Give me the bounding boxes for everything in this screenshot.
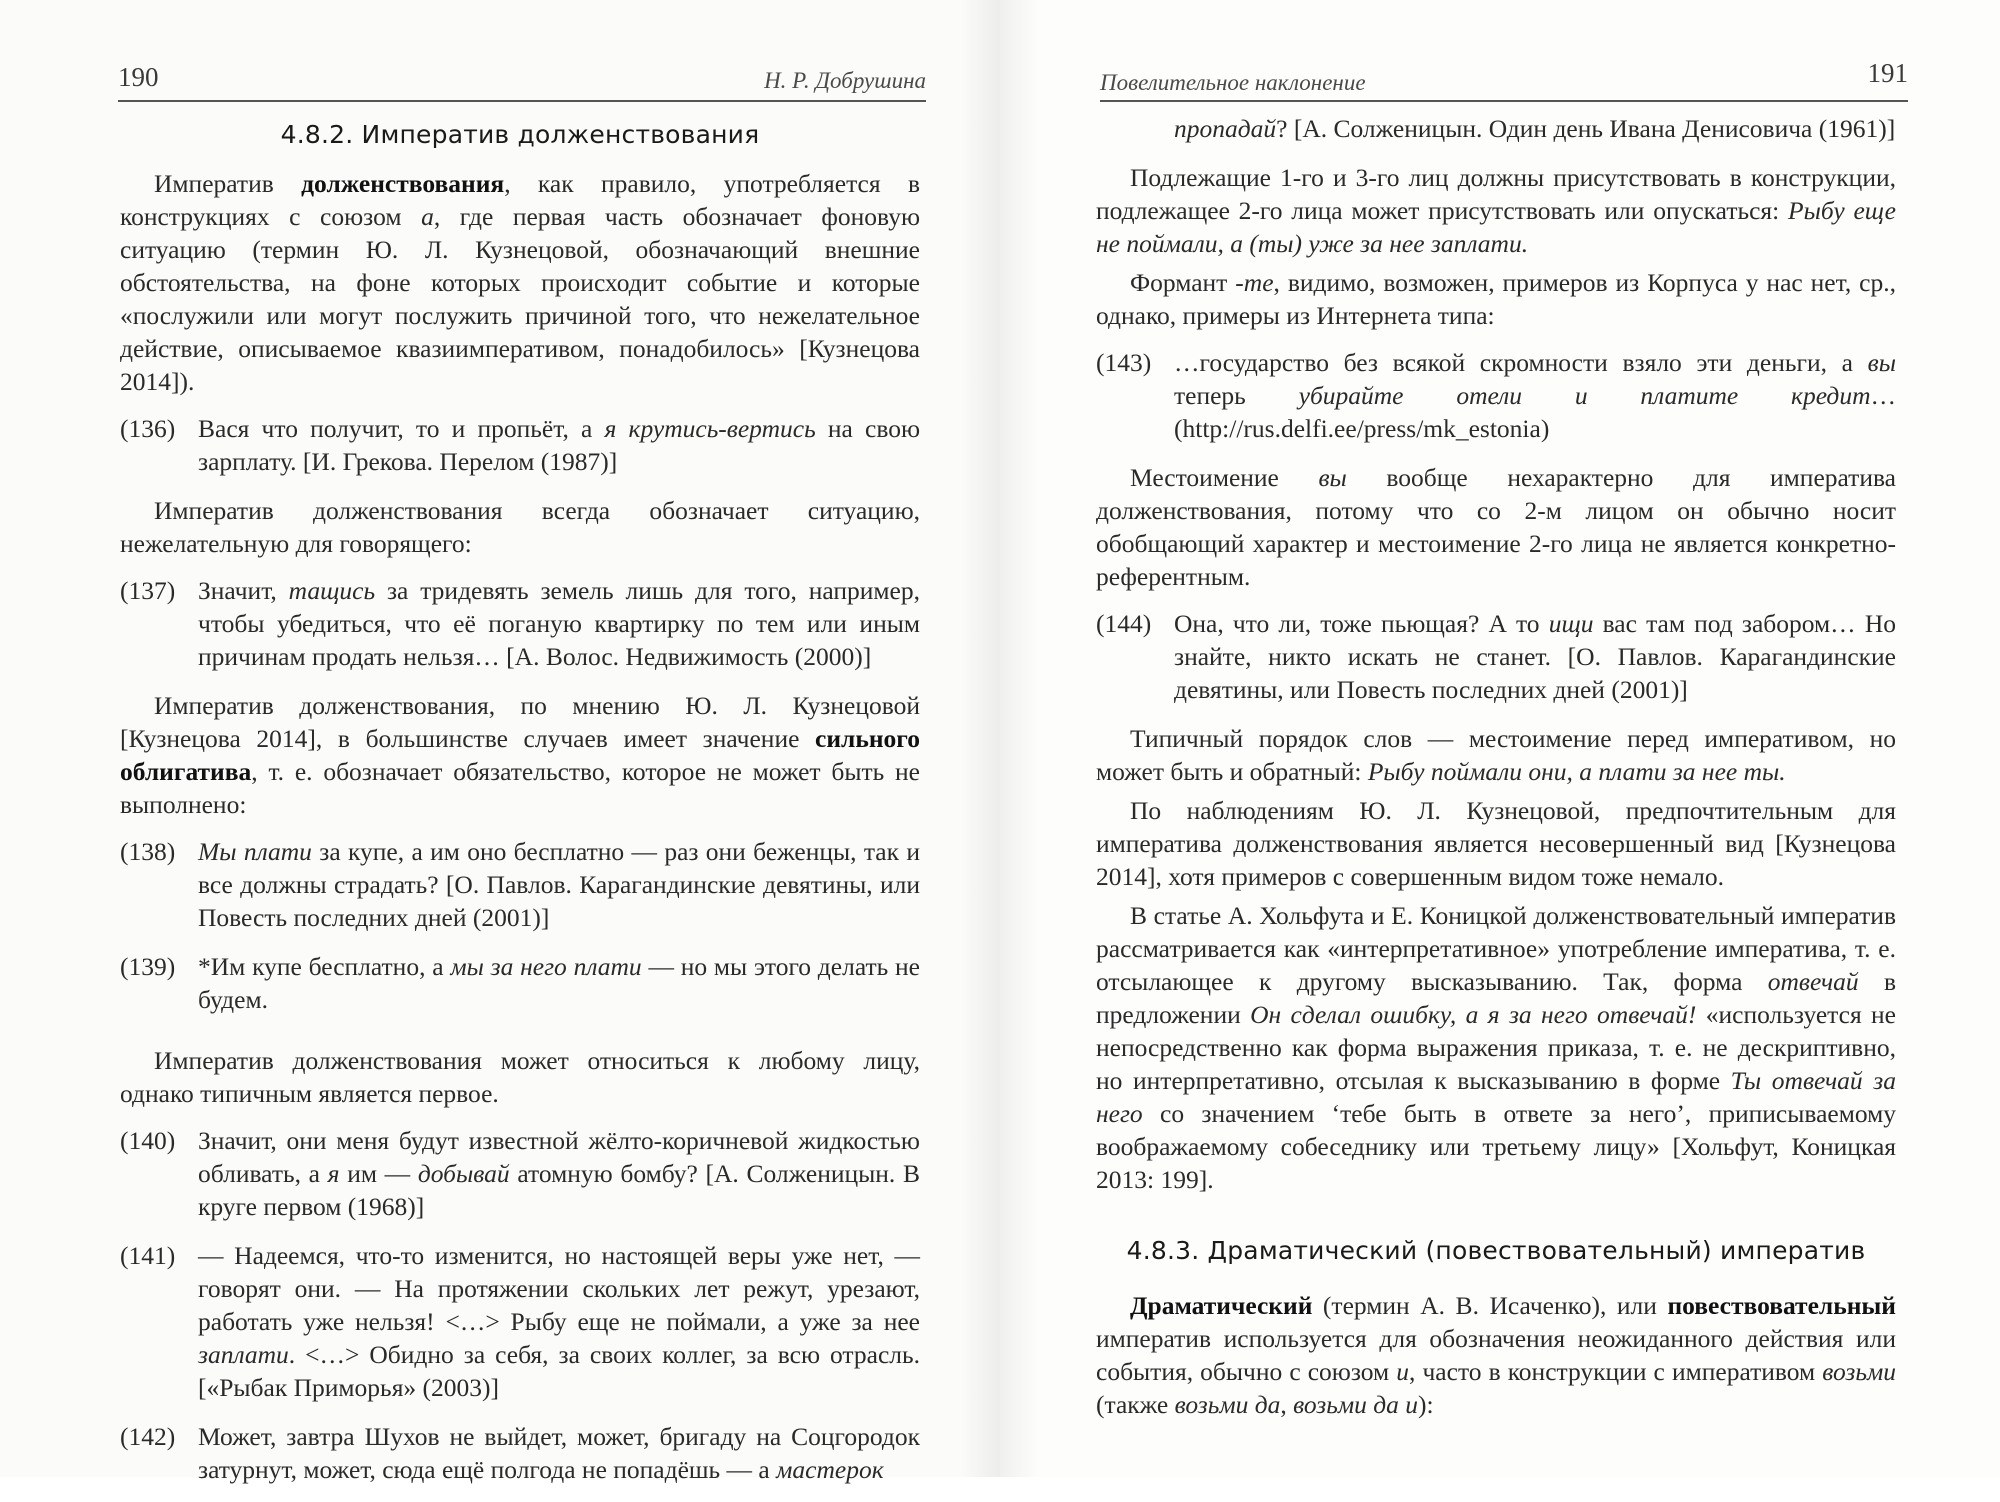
example-141: [120, 1239, 920, 1404]
gutter-shadow: [1000, 0, 1040, 1477]
page-number: 190: [118, 62, 159, 92]
example-142: [120, 1420, 920, 1486]
right-page: [1000, 0, 2000, 1477]
section-heading: 4.8.2. Императив долженствования: [280, 120, 760, 149]
example-143: [1096, 346, 1896, 445]
running-head-author: Н. Р. Добрушина: [764, 68, 926, 93]
example-138: [120, 835, 920, 934]
left-page: [0, 0, 1000, 1484]
example-number: (141): [120, 1241, 176, 1270]
example-137: [120, 574, 920, 673]
example-number: (142): [120, 1422, 176, 1451]
example-140: [120, 1124, 920, 1223]
example-text: …государство без всякой скромности взяло эти деньги, а вы теперь убирайте отели и платите кредит… (http://rus.delfi.ee/press/mk_estonia): [1174, 348, 1896, 443]
example-text: Может, завтра Шухов не выйдет, может, бригаду на Соцгородок затурнут, может, сюда ещё полгода не попадёшь — а мастерок: [198, 1422, 920, 1484]
paragraph: Императив долженствования может относиться к любому лицу, однако типичным является первое.: [120, 1046, 920, 1108]
example-text: Значит, тащись за тридевять земель лишь для того, например, чтобы убедиться, что её поганую квартирку по тем или иным причинам продать нельзя… [А. Волос. Недвижимость (2000)]: [198, 576, 920, 671]
page-number: 191: [1867, 58, 1908, 88]
example-text: Она, что ли, тоже пьющая? А то ищи вас там под забором… Но знайте, никто искать не станет. [О. Павлов. Карагандинские девятины, или Повесть последних дней (2001)]: [1174, 609, 1896, 704]
example-number: (139): [120, 952, 176, 981]
paragraph: Императив долженствования, по мнению Ю. Л. Кузнецовой [Кузнецова 2014], в большинстве случаев имеет значение сильного облигатива, т. е. обозначает обязательство, которое не может быть не выполнено:: [120, 691, 920, 819]
running-header: [118, 58, 926, 102]
paragraph: В статье А. Хольфута и Е. Коницкой долженствовательный императив рассматривается как «интерпретативное» употребление императива, т. е. отсылающее к другому высказыванию. Так, форма отвечай в предложении Он сделал ошибку, а я за него отвечай! «используется не непосредственно как форма выражения приказа, т. е. не дескриптивно, но интерпретативно, отсылая к высказыванию в форме Ты отвечай за него со значением ‘тебе быть в ответе за него’, приписываемому воображаемому собеседнику или третьему лицу» [Хольфут, Коницкая 2013: 199].: [1096, 901, 1896, 1194]
example-136: [120, 412, 920, 478]
example-number: (137): [120, 576, 176, 605]
paragraph: По наблюдениям Ю. Л. Кузнецовой, предпочтительным для императива долженствования является несовершенный вид [Кузнецова 2014], хотя примеров с совершенным видом тоже немало.: [1096, 796, 1896, 891]
example-number: (143): [1096, 348, 1152, 377]
paragraph: Формант -те, видимо, возможен, примеров из Корпуса у нас нет, ср., однако, примеры из Интернета типа:: [1096, 268, 1896, 330]
example-text: — Надеемся, что-то изменится, но настоящей веры уже нет, — говорят они. — На протяжении скольких лет режут, урезают, работать уже нельзя! <…> Рыбу еще не поймали, а уже за нее заплати. <…> Обидно за себя, за своих коллег, за всю отрасль. [«Рыбак Приморья» (2003)]: [198, 1241, 920, 1402]
running-header: [1100, 58, 1908, 102]
paragraph: Подлежащие 1-го и 3-го лиц должны присутствовать в конструкции, подлежащее 2-го лица может присутствовать или опускаться: Рыбу еще не поймали, а (ты) уже за нее заплати.: [1096, 163, 1896, 258]
example-142-continuation: пропадай? [А. Солженицын. Один день Ивана Денисовича (1961)]: [1174, 114, 1896, 143]
section-heading: 4.8.3. Драматический (повествовательный) императив: [1126, 1236, 1866, 1265]
paragraph: Императив долженствования всегда обозначает ситуацию, нежелательную для говорящего:: [120, 496, 920, 558]
running-head-title: Повелительное наклонение: [1100, 70, 1366, 95]
example-text: *Им купе бесплатно, а мы за него плати — но мы этого делать не будем.: [198, 952, 920, 1014]
right-text-column: [1096, 112, 1896, 1427]
example-text: Мы плати за купе, а им оно бесплатно — раз они беженцы, так и все должны страдать? [О. Павлов. Карагандинские девятины, или Повесть последних дней (2001)]: [198, 837, 920, 932]
example-144: [1096, 607, 1896, 706]
header-rule: [1100, 100, 1908, 102]
paragraph: Императив долженствования, как правило, употребляется в конструкциях с союзом а, где первая часть обозначает фоновую ситуацию (термин Ю. Л. Кузнецовой, обозначающий внешние обстоятельства, на фоне которых происходит событие и которые «послужили или могут послужить причиной того, что нежелательное действие, описываемое квазиимперативом, понадобилось» [Кузнецова 2014]).: [120, 169, 920, 396]
example-number: (138): [120, 837, 176, 866]
example-text: Вася что получит, то и пропьёт, а я крутись-вертись на свою зарплату. [И. Грекова. Перелом (1987)]: [198, 414, 921, 476]
example-139: [120, 950, 920, 1016]
example-text: Значит, они меня будут известной жёлто-коричневой жидкостью обливать, а я им — добывай атомную бомбу? [А. Солженицын. В круге первом (1968)]: [198, 1126, 920, 1221]
header-rule: [118, 100, 926, 102]
paragraph: Типичный порядок слов — местоимение перед императивом, но может быть и обратный: Рыбу поймали они, а плати за нее ты.: [1096, 724, 1896, 786]
example-number: (144): [1096, 609, 1152, 638]
paragraph: Драматический (термин А. В. Исаченко), или повествовательный императив используется для обозначения неожиданного действия или события, обычно с союзом и, часто в конструкции с императивом возьми (также возьми да, возьми да и):: [1096, 1291, 1896, 1419]
gutter-shadow: [960, 0, 1000, 1477]
example-number: (140): [120, 1126, 176, 1155]
paragraph: Местоимение вы вообще нехарактерно для императива долженствования, потому что со 2-м лицом он обычно носит обобщающий характер и местоимение 2-го лица не является конкретно-референтным.: [1096, 463, 1896, 591]
left-text-column: [120, 112, 920, 1502]
example-number: (136): [120, 414, 176, 443]
